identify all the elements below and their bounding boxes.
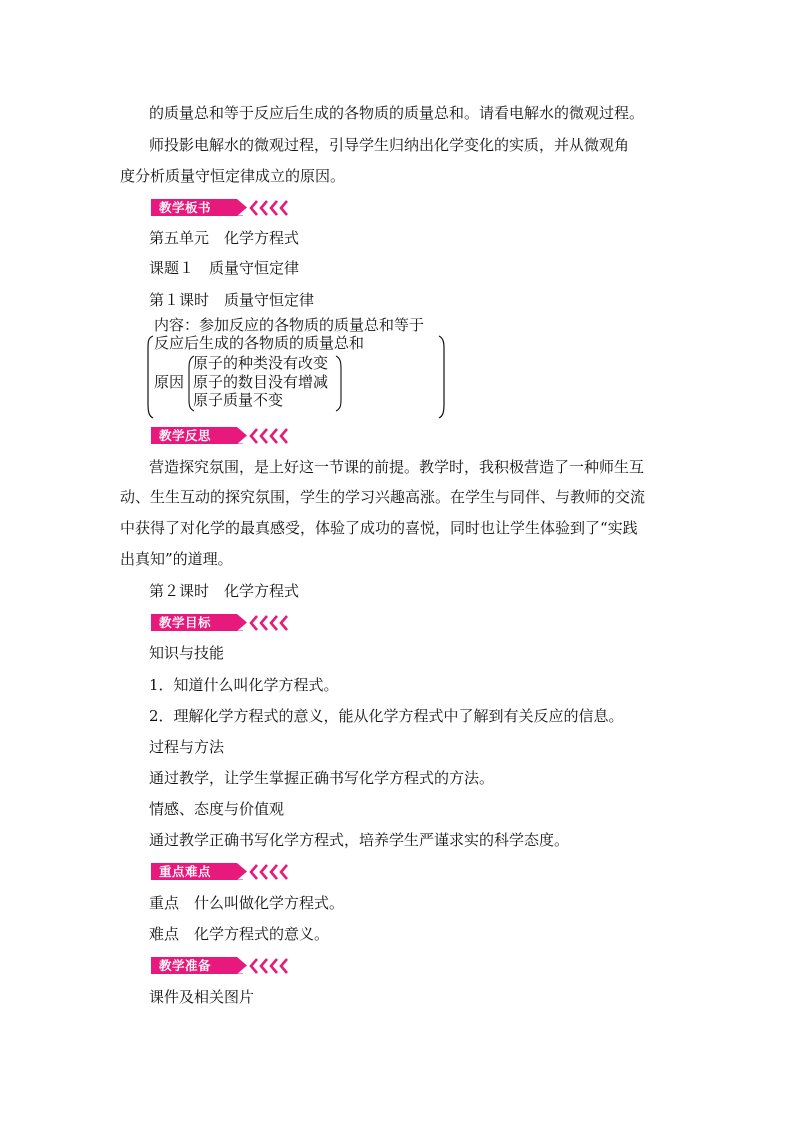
paragraph-line: 动、生生互动的探究氛围，学生的学习兴趣高涨。在学生与同伴、与教师的交流 <box>120 488 646 506</box>
section-tag <box>151 614 247 631</box>
goal-heading: 知识与技能 <box>149 644 225 662</box>
board-lesson: 第１课时 质量守恒定律 <box>149 291 315 309</box>
lesson-title: 第２课时 化学方程式 <box>149 582 300 600</box>
paragraph-line: 的质量总和等于反应后生成的各物质的质量总和。请看电解水的微观过程。 <box>149 104 645 122</box>
difficult-point: 难点 化学方程式的意义。 <box>149 925 330 943</box>
section-title: 教学反思 <box>159 428 212 443</box>
section-title: 教学目标 <box>159 615 212 630</box>
goal-text: 通过教学，让学生掌握正确书写化学方程式的方法。 <box>149 769 495 787</box>
paragraph-line: 度分析质量守恒定律成立的原因。 <box>120 167 346 185</box>
chevron-left-icon <box>249 200 289 216</box>
section-header-reflection <box>151 426 289 446</box>
board-topic: 课题１ 质量守恒定律 <box>149 259 300 277</box>
chevron-left-icon <box>249 958 289 974</box>
paragraph-line: 营造探究氛围，是上好这一节课的前提。教学时，我积极营造了一种师生互 <box>149 458 645 476</box>
brace-lines <box>145 334 455 420</box>
goal-item: 2．理解化学方程式的意义，能从化学方程式中了解到有关反应的信息。 <box>149 707 624 725</box>
goal-heading: 过程与方法 <box>149 738 225 756</box>
chevron-left-icon <box>249 428 289 444</box>
key-point: 重点 什么叫做化学方程式。 <box>149 894 345 912</box>
section-header-prep <box>151 956 289 976</box>
section-tag <box>151 199 247 216</box>
paragraph-line: 师投影电解水的微观过程，引导学生归纳出化学变化的实质，并从微观角 <box>149 136 630 154</box>
section-header-key <box>151 862 289 882</box>
chevron-left-icon <box>249 615 289 631</box>
board-unit: 第五单元 化学方程式 <box>149 229 300 247</box>
section-tag <box>151 863 247 880</box>
prep-text: 课件及相关图片 <box>149 988 255 1006</box>
section-header-board <box>151 198 289 218</box>
section-header-goals <box>151 613 289 633</box>
section-tag <box>151 427 247 444</box>
chevron-left-icon <box>249 864 289 880</box>
section-tag <box>151 957 247 974</box>
brace-reason-item: 原子质量不变 <box>193 391 284 409</box>
section-title: 重点难点 <box>159 864 212 879</box>
section-title: 教学板书 <box>159 200 212 215</box>
brace-content-line: 反应后生成的各物质的质量总和 <box>154 334 365 352</box>
goal-text: 通过教学正确书写化学方程式，培养学生严谨求实的科学态度。 <box>149 831 570 849</box>
brace-reason-item: 原子的种类没有改变 <box>193 354 329 372</box>
brace-content-line: 内容：参加反应的各物质的质量总和等于 <box>154 316 425 334</box>
brace-reason-label: 原因 <box>154 373 185 391</box>
goal-heading: 情感、态度与价值观 <box>149 800 285 818</box>
paragraph-line: 中获得了对化学的最真感受，体验了成功的喜悦，同时也让学生体验到了“实践 <box>120 519 638 537</box>
section-title: 教学准备 <box>159 958 212 973</box>
paragraph-line: 出真知”的道理。 <box>120 550 233 568</box>
brace-reason-item: 原子的数目没有增减 <box>193 373 329 391</box>
goal-item: 1．知道什么叫化学方程式。 <box>149 676 339 694</box>
